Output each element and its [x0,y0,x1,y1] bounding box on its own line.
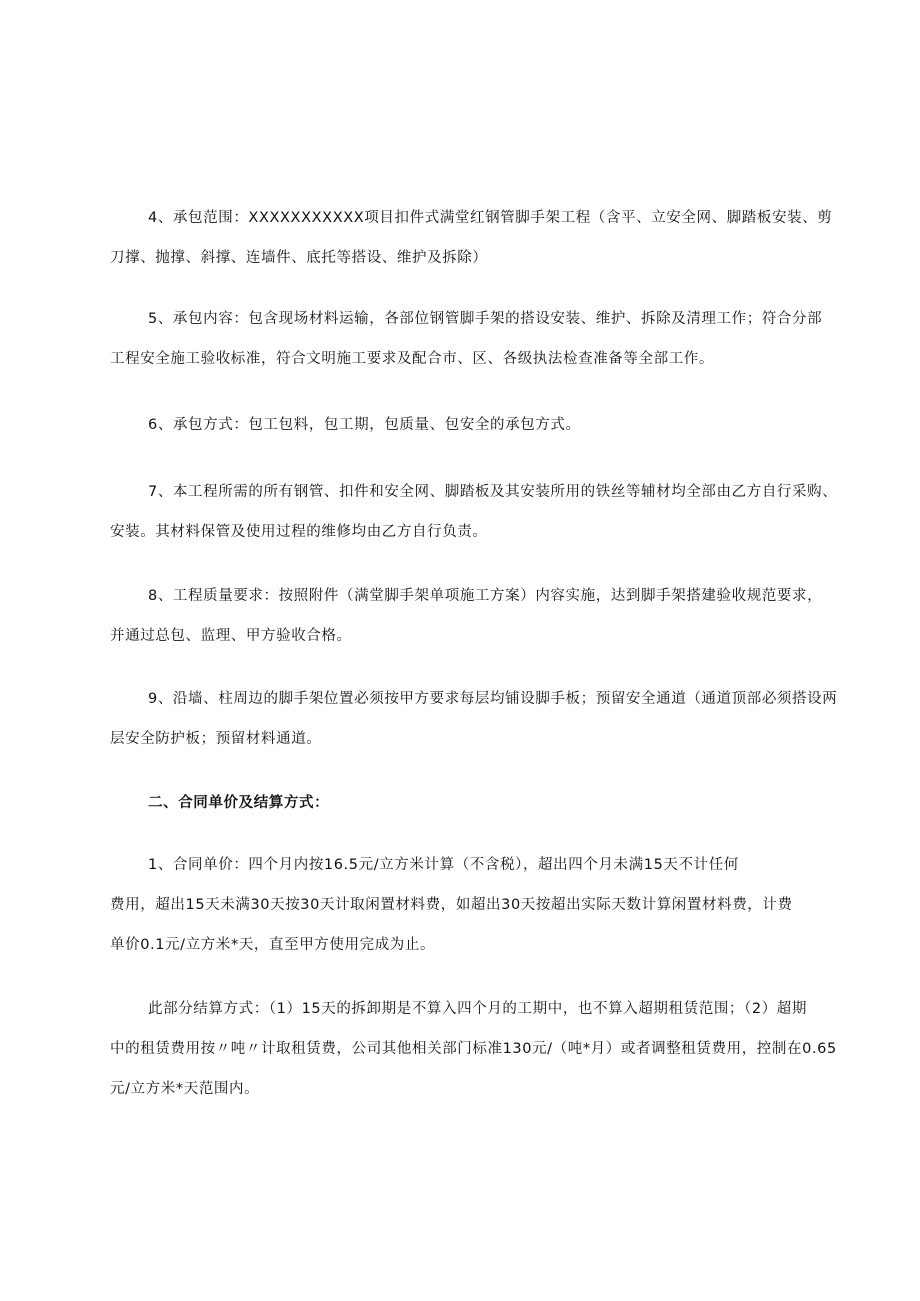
text-line: 5、承包内容：包含现场材料运输，各部位钢管脚手架的搭设安装、维护、拆除及清理工作；符合分部 [148,311,823,327]
section-heading-price-settlement [110,783,850,823]
clause-6-method [110,405,850,445]
text-line: 4、承包范围：XXXXXXXXXXX项目扣件式满堂红钢管脚手架工程（含平、立安全网、脚踏板安装、剪 [148,210,833,226]
clause-7-materials [110,472,850,552]
clause-8-quality [110,576,850,656]
text-line: 此部分结算方式：（1）15天的拆卸期是不算入四个月的工期中，也不算入超期租赁范围；（2）超期 [148,1001,807,1017]
clause-9-walls [110,679,850,759]
text-line: 1、合同单价：四个月内按16.5元/立方米计算（不含税），超出四个月未满15天不计任何 [148,857,739,873]
text-line: 6、承包方式：包工包料，包工期，包质量、包安全的承包方式。 [148,417,581,433]
text-line: 中的租赁费用按〃吨〃计取租赁费，公司其他相关部门标准130元/（吨*月）或者调整租赁费用，控制在0.65 [110,1041,837,1057]
text-line: 费用，超出15天未满30天按30天计取闲置材料费，如超出30天按超出实际天数计算闲置材料费，计费 [110,897,793,913]
clause-5-content [110,299,850,379]
text-line: 单价0.1元/立方米*天，直至甲方使用完成为止。 [110,937,436,953]
text-line: 元/立方米*天范围内。 [110,1081,260,1097]
clause-settlement-method [110,989,850,1109]
text-line: 7、本工程所需的所有钢管、扣件和安全网、脚踏板及其安装所用的铁丝等辅材均全部由乙方自行采购、 [148,484,838,500]
text-line: 工程安全施工验收标准，符合文明施工要求及配合市、区、各级执法检查准备等全部工作。 [110,351,714,367]
text-line: 层安全防护板；预留材料通道。 [110,731,322,747]
text-line: 8、工程质量要求：按照附件（满堂脚手架单项施工方案）内容实施，达到脚手架搭建验收规范要求， [148,588,823,604]
text-line: 刀撑、抛撑、斜撑、连墙件、底托等搭设、维护及拆除） [110,250,488,266]
text-line: 安装。其材料保管及使用过程的维修均由乙方自行负责。 [110,524,488,540]
section-title: 二、合同单价及结算方式： [148,795,330,811]
text-line: 并通过总包、监理、甲方验收合格。 [110,628,352,644]
text-line: 9、沿墙、柱周边的脚手架位置必须按甲方要求每层均铺设脚手板；预留安全通道（通道顶部必须搭设两 [148,691,838,707]
clause-unit-price [110,845,850,965]
clause-4-scope [110,198,850,278]
